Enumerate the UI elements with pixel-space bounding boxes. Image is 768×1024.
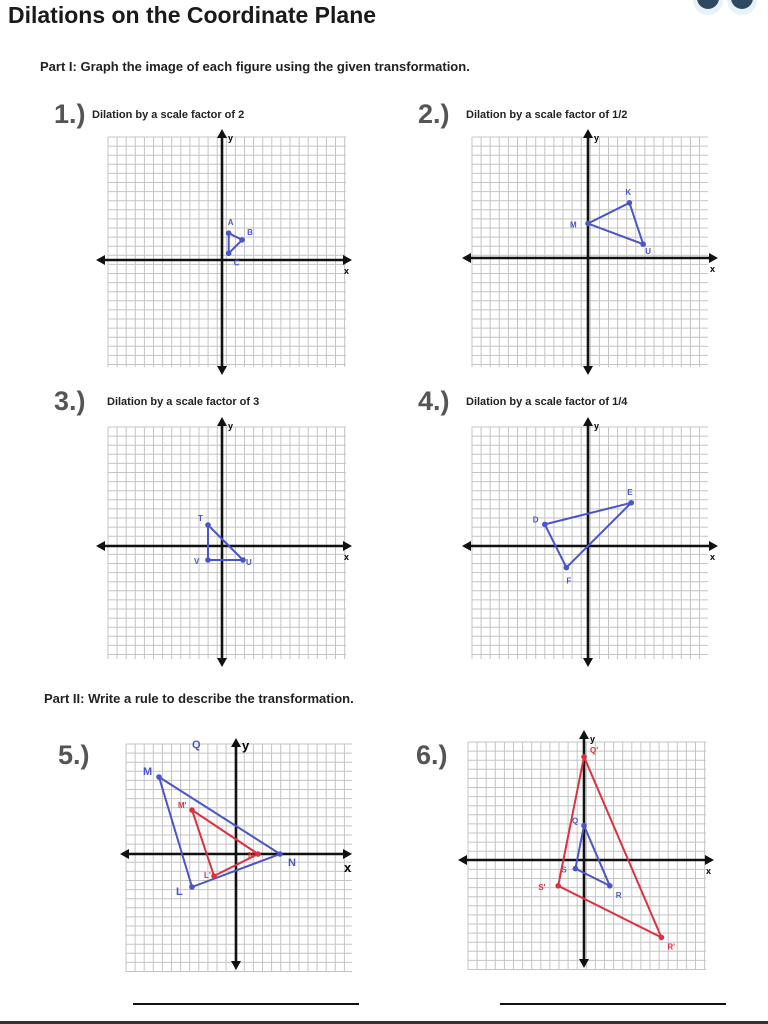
vertex-point	[189, 884, 195, 890]
vertex-label: V	[194, 557, 200, 566]
problem-number-6: 6.)	[416, 740, 448, 770]
arrow-down-icon	[583, 658, 593, 667]
coordinate-graph-5	[118, 730, 364, 974]
vertex-label: Q	[572, 816, 579, 826]
vertex-label: C	[233, 258, 240, 268]
x-axis-label: x	[344, 860, 352, 875]
vertex-point	[240, 557, 246, 563]
vertex-label: E	[627, 487, 633, 497]
arrow-right-icon	[343, 541, 352, 551]
vertex-point	[628, 500, 634, 506]
grid	[472, 137, 708, 367]
problem-number-5: 5.)	[58, 740, 90, 770]
vertex-point	[226, 230, 232, 236]
part-two-heading	[44, 691, 354, 706]
part-one-label: Part I:	[40, 59, 77, 74]
coordinate-graph-2[interactable]	[460, 125, 722, 377]
arrow-up-icon	[583, 417, 593, 426]
arrow-down-icon	[217, 658, 227, 667]
problem-caption-4: Dilation by a scale factor of 1/4	[466, 396, 628, 408]
x-axis-label: x	[344, 266, 350, 276]
arrow-down-icon	[583, 366, 593, 375]
vertex-point	[277, 851, 283, 857]
arrow-down-icon	[579, 959, 589, 968]
arrow-left-icon	[120, 849, 129, 859]
vertex-label: M	[143, 766, 153, 778]
vertex-point	[564, 565, 570, 571]
arrow-up-icon	[583, 129, 593, 138]
vertex-label: S'	[538, 882, 546, 892]
triangle-blue	[159, 777, 280, 887]
vertex-label: M'	[178, 801, 187, 810]
part-two-text: Write a rule to describe the transformation.	[88, 691, 354, 706]
y-axis-label: y	[242, 738, 250, 753]
vertex-label: L'	[204, 871, 211, 880]
coordinate-graph-1[interactable]	[94, 125, 360, 377]
vertex-point	[205, 557, 211, 563]
coordinate-graph-3[interactable]	[94, 413, 360, 670]
vertex-label: N'	[248, 851, 256, 860]
triangle-blue	[588, 203, 643, 244]
arrow-right-icon	[709, 541, 718, 551]
vertex-label: U	[645, 247, 651, 257]
x-axis-label: x	[710, 264, 716, 274]
grid	[468, 742, 706, 970]
vertex-label: A	[227, 218, 234, 228]
vertex-label: B	[247, 227, 253, 237]
vertex-point	[581, 823, 587, 829]
x-axis-label: x	[710, 552, 716, 562]
vertex-point	[555, 883, 561, 889]
vertex-label: S	[561, 865, 567, 875]
vertex-label: T	[198, 514, 203, 523]
vertex-point	[581, 754, 587, 760]
triangle-red	[558, 757, 661, 938]
vertex-point	[640, 241, 646, 247]
logo-eyes-icon	[690, 0, 760, 26]
vertex-label: L	[176, 886, 183, 898]
vertex-label: M	[570, 220, 577, 230]
arrow-left-icon	[458, 855, 467, 865]
vertex-point	[239, 237, 245, 243]
coordinate-graph-4[interactable]	[460, 413, 722, 670]
arrow-up-icon	[231, 738, 241, 747]
problem-number-2: 2.)	[418, 99, 450, 129]
problem-number-1: 1.)	[54, 99, 86, 129]
vertex-point	[189, 807, 195, 813]
vertex-label: R	[615, 890, 622, 900]
arrow-right-icon	[705, 855, 714, 865]
vertex-point	[542, 522, 548, 528]
answer-line-6[interactable]	[500, 1003, 726, 1005]
vertex-point	[205, 522, 211, 528]
part-one-heading	[40, 59, 470, 74]
vertex-label: Q	[192, 739, 201, 751]
page-title: Dilations on the Coordinate Plane	[8, 2, 377, 28]
arrow-right-icon	[343, 255, 352, 265]
vertex-point	[211, 873, 217, 879]
arrow-up-icon	[217, 417, 227, 426]
arrow-right-icon	[709, 253, 718, 263]
vertex-point	[627, 200, 633, 206]
arrow-up-icon	[579, 730, 589, 739]
answer-line-5[interactable]	[133, 1003, 359, 1005]
arrow-left-icon	[96, 541, 105, 551]
x-axis-label: x	[344, 552, 350, 562]
vertex-point	[585, 221, 591, 227]
arrow-left-icon	[96, 255, 105, 265]
arrow-down-icon	[231, 961, 241, 970]
problem-caption-2: Dilation by a scale factor of 1/2	[466, 109, 628, 121]
part-one-text: Graph the image of each figure using the given transformation.	[80, 59, 470, 74]
y-axis-label: y	[228, 133, 234, 143]
vertex-label: R'	[667, 942, 676, 952]
arrow-up-icon	[217, 129, 227, 138]
vertex-point	[607, 883, 613, 889]
vertex-point	[573, 866, 579, 872]
vertex-label: U	[246, 558, 252, 567]
vertex-label: N	[288, 857, 296, 869]
vertex-label: D	[532, 515, 539, 525]
problem-number-3: 3.)	[54, 386, 86, 416]
vertex-point	[156, 774, 162, 780]
arrow-left-icon	[462, 541, 471, 551]
y-axis-label: y	[228, 421, 234, 431]
y-axis-label: y	[594, 133, 600, 143]
vertex-label: Q'	[590, 745, 599, 755]
vertex-point	[255, 851, 261, 857]
arrow-left-icon	[462, 253, 471, 263]
problem-caption-1: Dilation by a scale factor of 2	[92, 109, 245, 121]
y-axis-label: y	[594, 421, 600, 431]
vertex-label: F	[566, 576, 572, 586]
arrow-right-icon	[343, 849, 352, 859]
part-two-label: Part II:	[44, 691, 85, 706]
coordinate-graph-6	[456, 728, 720, 974]
problem-number-4: 4.)	[418, 386, 450, 416]
y-axis-label: y	[590, 734, 596, 744]
vertex-point	[226, 251, 232, 257]
vertex-label: K	[625, 187, 632, 197]
problem-caption-3: Dilation by a scale factor of 3	[107, 396, 260, 408]
vertex-point	[659, 935, 665, 941]
arrow-down-icon	[217, 366, 227, 375]
x-axis-label: x	[706, 866, 712, 876]
